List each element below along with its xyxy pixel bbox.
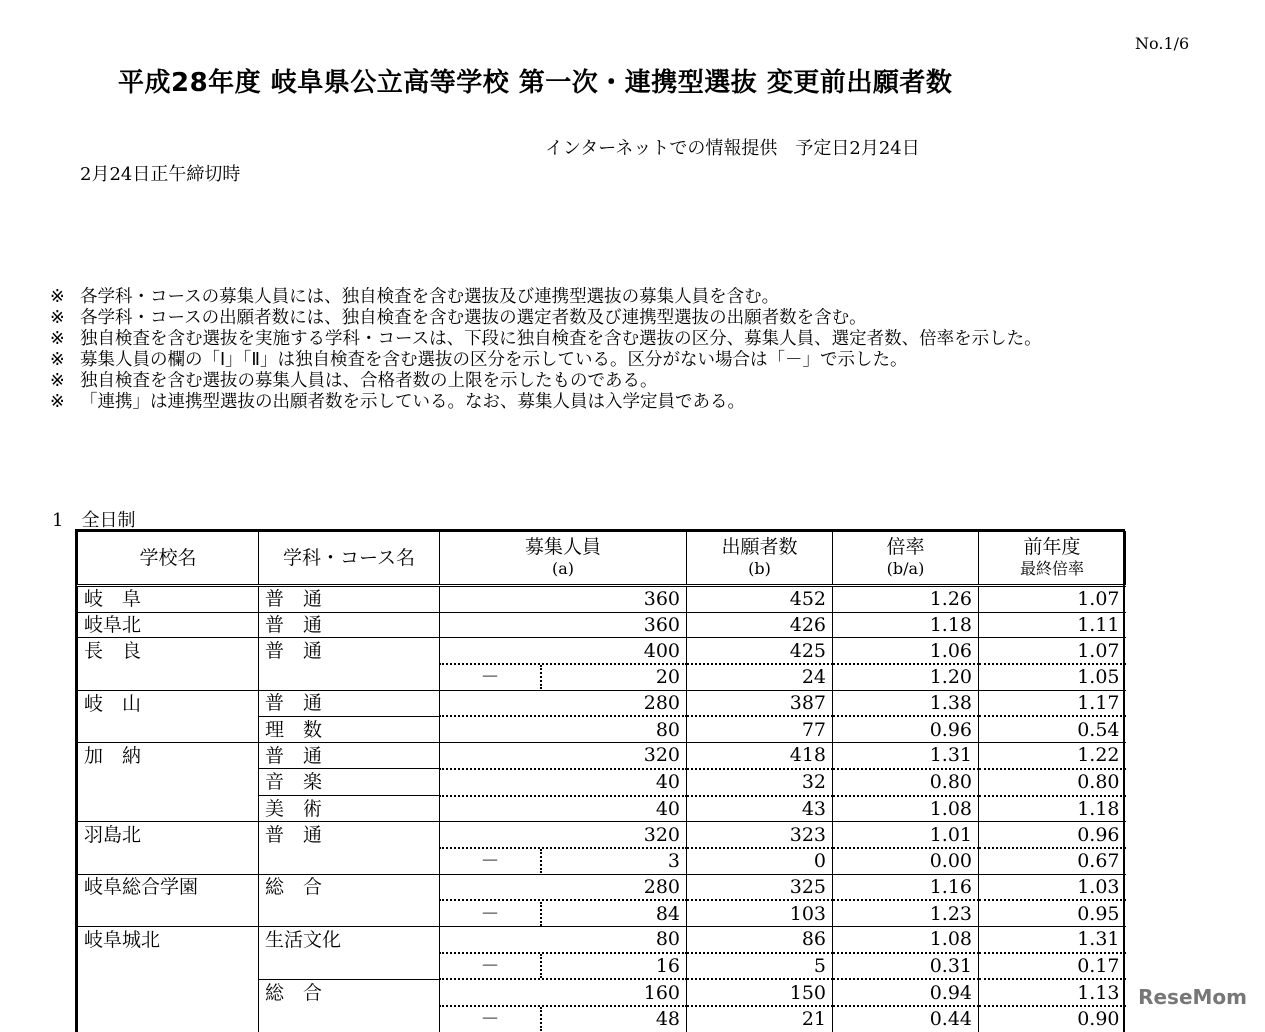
header-prev: 前年度 最終倍率 [979,532,1126,586]
cell-ratio: 0.31 [833,953,979,980]
cell-course: 総 合 [259,874,440,900]
table-row [78,874,1126,900]
cell-prev: 0.96 [979,822,1126,848]
cell-capacity [440,900,687,926]
cell-prev: 0.80 [979,769,1126,796]
capacity-value: 48 [655,1008,680,1031]
cell-capacity: 80 [440,926,687,952]
quota-type: － [440,665,542,689]
cell-capacity: 280 [440,874,687,900]
table-row [78,664,1126,690]
cell-school: 加 納 [78,743,259,769]
cell-ratio: 1.23 [833,900,979,926]
table-row [78,848,1126,874]
cell-course: 音 楽 [259,769,440,796]
table-row [78,796,1126,822]
cell-ratio: 0.80 [833,769,979,796]
table-row [78,690,1126,716]
cell-applicants: 32 [687,769,833,796]
capacity-value: 20 [655,666,680,689]
cell-school: 岐阜城北 [78,926,259,952]
cell-applicants: 21 [687,1006,833,1032]
cell-course: 普 通 [259,612,440,638]
cell-ratio: 1.20 [833,664,979,690]
cell-capacity [440,1006,687,1032]
cell-course: 美 術 [259,796,440,822]
applicants-table [75,529,1125,1032]
page-number: No.1/6 [1135,34,1190,53]
table-row [78,979,1126,1006]
table-row [78,953,1126,980]
cell-prev: 1.17 [979,690,1126,716]
cell-applicants: 325 [687,874,833,900]
info-date: インターネットでの情報提供 予定日2月24日 [545,138,920,159]
table-row [78,900,1126,926]
cell-school [78,900,259,926]
table-row [78,822,1126,848]
table-row [78,586,1126,613]
quota-type: － [440,849,542,873]
cell-prev: 0.95 [979,900,1126,926]
cell-capacity: 280 [440,690,687,716]
cell-ratio: 0.94 [833,979,979,1006]
table-row [78,716,1126,742]
cell-prev: 1.31 [979,926,1126,952]
cell-capacity [440,664,687,690]
cell-prev: 1.05 [979,664,1126,690]
header-course: 学科・コース名 [259,532,440,586]
table-row [78,743,1126,769]
cell-school: 岐 阜 [78,586,259,613]
cell-course: 生活文化 [259,926,440,952]
cell-course [259,1006,440,1032]
cell-applicants: 77 [687,716,833,742]
note-item: ※ 各学科・コースの募集人員には、独自検査を含む選抜及び連携型選抜の募集人員を含む。 [50,287,780,307]
table-row [78,1006,1126,1032]
cell-applicants: 24 [687,664,833,690]
cell-ratio: 1.31 [833,743,979,769]
header-school: 学校名 [78,532,259,586]
cell-capacity [440,848,687,874]
cell-applicants: 425 [687,638,833,664]
table-row [78,926,1126,952]
cell-ratio: 1.16 [833,874,979,900]
header-applicants: 出願者数 (b) [687,532,833,586]
quota-type: － [440,1007,542,1031]
cell-applicants: 426 [687,612,833,638]
cell-school: 岐阜総合学園 [78,874,259,900]
cell-ratio: 0.44 [833,1006,979,1032]
cell-school [78,716,259,742]
cell-applicants: 5 [687,953,833,980]
cell-ratio: 1.08 [833,926,979,952]
cell-applicants: 418 [687,743,833,769]
cell-course: 普 通 [259,822,440,848]
cell-school [78,664,259,690]
cell-school: 長 良 [78,638,259,664]
note-item: ※ 独自検査を含む選抜の募集人員は、合格者数の上限を示したものである。 [50,371,658,391]
cell-school: 羽島北 [78,822,259,848]
cell-capacity: 80 [440,716,687,742]
quota-type: － [440,954,542,978]
cell-ratio: 1.08 [833,796,979,822]
cell-applicants: 150 [687,979,833,1006]
cell-school [78,769,259,796]
cell-applicants: 387 [687,690,833,716]
cell-course [259,664,440,690]
capacity-value: 84 [655,902,680,925]
cell-school [78,796,259,822]
cell-prev: 1.03 [979,874,1126,900]
deadline: 2月24日正午締切時 [80,164,241,185]
page-title: 平成28年度 岐阜県公立高等学校 第一次・連携型選抜 変更前出願者数 [118,68,953,98]
watermark-logo: ReseMom [1138,985,1247,1009]
cell-ratio: 1.06 [833,638,979,664]
cell-course: 理 数 [259,716,440,742]
cell-capacity: 320 [440,743,687,769]
cell-prev: 1.07 [979,586,1126,613]
cell-prev: 1.11 [979,612,1126,638]
cell-school: 岐 山 [78,690,259,716]
cell-capacity: 360 [440,586,687,613]
section-heading: 1 全日制 [52,510,136,531]
cell-school [78,953,259,980]
cell-applicants: 452 [687,586,833,613]
table-row [78,612,1126,638]
cell-capacity: 40 [440,796,687,822]
cell-ratio: 1.26 [833,586,979,613]
cell-applicants: 43 [687,796,833,822]
cell-course: 普 通 [259,690,440,716]
cell-school [78,1006,259,1032]
header-ratio: 倍率 (b/a) [833,532,979,586]
notes-list [50,287,1230,413]
cell-applicants: 323 [687,822,833,848]
cell-prev: 1.13 [979,979,1126,1006]
cell-school: 岐阜北 [78,612,259,638]
cell-prev: 0.90 [979,1006,1126,1032]
quota-type: － [440,902,542,926]
cell-ratio: 1.38 [833,690,979,716]
capacity-value: 16 [655,954,680,977]
cell-course: 総 合 [259,979,440,1006]
capacity-value: 3 [667,850,680,873]
table-row [78,769,1126,796]
table-row [78,638,1126,664]
cell-capacity: 40 [440,769,687,796]
note-item: ※ 各学科・コースの出願者数には、独自検査を含む選抜の選定者数及び連携型選抜の出願者数を含む。 [50,308,867,328]
cell-applicants: 86 [687,926,833,952]
cell-ratio: 0.00 [833,848,979,874]
cell-course: 普 通 [259,743,440,769]
cell-course [259,953,440,980]
cell-applicants: 103 [687,900,833,926]
cell-prev: 0.67 [979,848,1126,874]
cell-school [78,979,259,1006]
table-header [78,532,1126,586]
cell-ratio: 0.96 [833,716,979,742]
cell-capacity: 320 [440,822,687,848]
cell-course: 普 通 [259,586,440,613]
cell-course [259,900,440,926]
cell-prev: 0.54 [979,716,1126,742]
cell-prev: 1.18 [979,796,1126,822]
cell-capacity: 160 [440,979,687,1006]
cell-school [78,848,259,874]
header-capacity: 募集人員 (a) [440,532,687,586]
cell-capacity: 360 [440,612,687,638]
cell-capacity [440,953,687,980]
cell-ratio: 1.01 [833,822,979,848]
cell-capacity: 400 [440,638,687,664]
note-item: ※ 独自検査を含む選抜を実施する学科・コースは、下段に独自検査を含む選抜の区分、募集人員、選定者数、倍率を示した。 [50,329,1042,349]
cell-prev: 1.22 [979,743,1126,769]
cell-prev: 0.17 [979,953,1126,980]
cell-course: 普 通 [259,638,440,664]
note-item: ※ 募集人員の欄の「Ⅰ」「Ⅱ」は独自検査を含む選抜の区分を示している。区分がない場合は「－」で示した。 [50,350,908,370]
cell-prev: 1.07 [979,638,1126,664]
note-item: ※ 「連携」は連携型選抜の出願者数を示している。なお、募集人員は入学定員である。 [50,392,745,412]
cell-ratio: 1.18 [833,612,979,638]
cell-applicants: 0 [687,848,833,874]
cell-course [259,848,440,874]
